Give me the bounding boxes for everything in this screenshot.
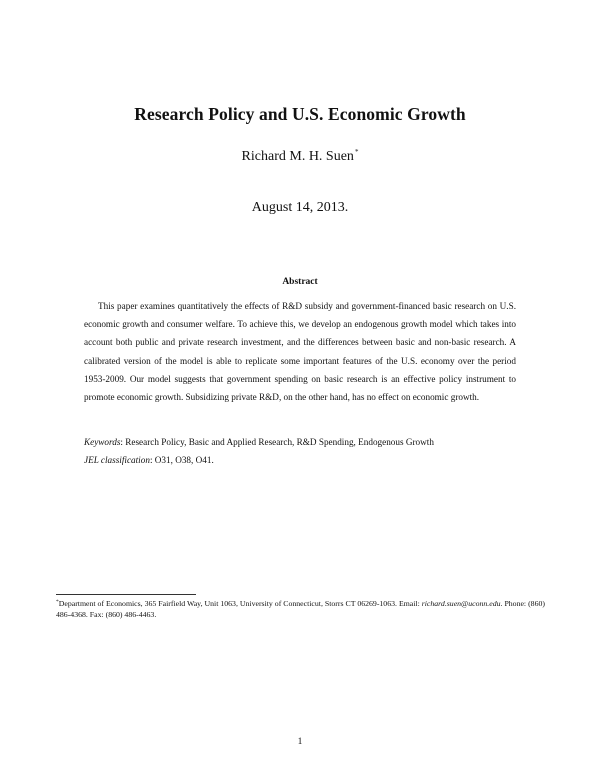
author-name: Richard M. H. Suen	[241, 149, 354, 164]
jel-text: : O31, O38, O41.	[149, 455, 214, 465]
abstract-body: This paper examines quantitatively the effects of R&D subsidy and government-financed basic research on U.S. economic growth and consumer welfare. To achieve this, we develop an endogenous growth model which takes into account both public and private research investment, and the differences between basic and non-basic research. A calibrated version of the model is able to replicate some important features of the U.S. economy over the period 1953-2009. Our model suggests that government spending on basic research is an effective policy instrument to promote economic growth. Subsidizing private R&D, on the other hand, has no effect on economic growth.	[84, 301, 516, 403]
paper-date: August 14, 2013.	[251, 200, 349, 215]
page-number: 1	[297, 737, 303, 747]
footnote-email: richard.suen@uconn.edu	[421, 599, 501, 608]
footnote-contact: . Phone: (860) 486-4368. Fax: (860) 486-4463.	[56, 599, 545, 619]
jel-label: JEL classification	[84, 455, 150, 465]
abstract-heading: Abstract	[282, 277, 318, 287]
footnote-text: Department of Economics, 365 Fairfield Way, Unit 1063, University of Connecticut, Storrs CT 06269-1063. Email:	[58, 599, 422, 608]
jel-line	[84, 451, 516, 469]
keywords-line	[84, 433, 516, 451]
keywords-label: Keywords	[84, 437, 121, 447]
keywords-text: : Research Policy, Basic and Applied Research, R&D Spending, Endogenous Growth	[120, 437, 434, 447]
footnote-mark: *	[56, 599, 59, 605]
footnote-divider	[56, 594, 196, 595]
footnote	[56, 597, 545, 620]
author-footnote-mark: *	[354, 148, 359, 156]
author-line	[0, 148, 600, 165]
paper-title: Research Policy and U.S. Economic Growth	[134, 104, 466, 124]
